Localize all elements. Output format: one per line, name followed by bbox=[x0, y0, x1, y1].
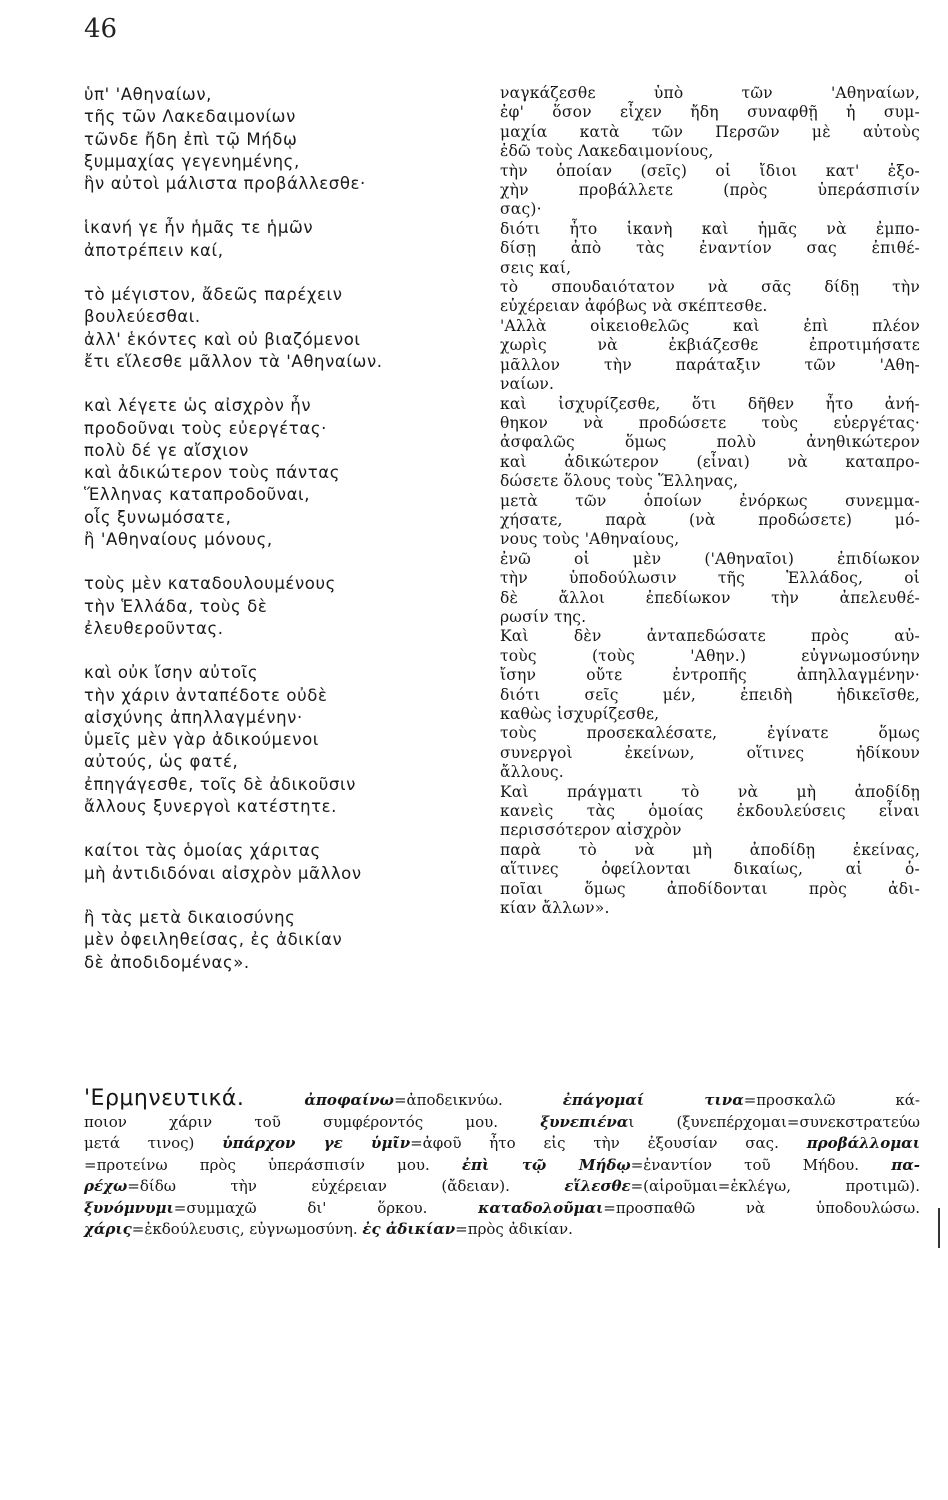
commentary-line bbox=[84, 1155, 920, 1177]
translation-line: Καὶ δὲν ἀνταπεδώσατε πρὸς αὐ- bbox=[500, 627, 920, 646]
translation-line: ρωσίν της. bbox=[500, 607, 587, 626]
ancient-line: ἐπηγάγεσθε, τοῖς δὲ ἀδικοῦσιν bbox=[84, 774, 356, 794]
translation-line: ἐφ' ὅσον εἶχεν ἤδη συναφθῇ ἡ συμ- bbox=[500, 103, 920, 122]
glossary-definition: =πρὸς ἀδικίαν. bbox=[455, 1220, 573, 1238]
commentary-line bbox=[84, 1088, 920, 1112]
ancient-line: ἀλλ' ἑκόντες καὶ οὐ βιαζόμενοι bbox=[84, 329, 361, 349]
translation-line: συνεργοὶ ἐκείνων, οἵτινες ἠδίκουν bbox=[500, 743, 920, 762]
ancient-line: αἰσχύνης ἀπηλλαγμένην· bbox=[84, 707, 303, 727]
glossary-term: προβάλλομαι bbox=[806, 1134, 920, 1152]
translation-line: κανεὶς τὰς ὁμοίας ἐκδουλεύσεις εἶναι bbox=[500, 802, 920, 821]
translation-line: δώσετε ὅλους τοὺς Ἕλληνας, bbox=[500, 472, 739, 491]
ancient-stanza bbox=[84, 840, 496, 885]
ancient-stanza bbox=[84, 573, 496, 640]
ancient-line: ὑμεῖς μὲν γὰρ ἀδικούμενοι bbox=[84, 730, 319, 750]
ancient-line: τὸ μέγιστον, ἄδεῶς παρέχειν bbox=[84, 285, 343, 305]
translation-line: καὶ ἀδικώτερον (εἶναι) νὰ καταπρο- bbox=[500, 452, 920, 471]
translation-line: ἐνῶ οἱ μὲν ('Αθηναῖοι) ἐπιδίωκον bbox=[500, 549, 920, 568]
translation-line: Καὶ πράγματι τὸ νὰ μὴ ἀποδίδῃ bbox=[500, 782, 920, 801]
ancient-line: ξυμμαχίας γεγενημένης, bbox=[84, 151, 300, 171]
translation-line: χωρὶς νὰ ἐκβιάζεσθε ἐπροτιμήσατε bbox=[500, 336, 920, 355]
translation-line: διότι ἦτο ἱκανὴ καὶ ἡμᾶς νὰ ἐμπο- bbox=[500, 219, 920, 238]
ancient-line: Ἕλληνας καταπροδοῦναι, bbox=[84, 485, 311, 505]
glossary-term: ἐπάγομαί τινα bbox=[562, 1091, 744, 1109]
translation-line: σεις καί, bbox=[500, 258, 572, 277]
translation-line: τὴν ὑποδούλωσιν τῆς Ἑλλάδος, οἱ bbox=[500, 569, 920, 588]
translation-line: τοὺς (τοὺς 'Αθην.) εὐγνωμοσύνην bbox=[500, 646, 920, 665]
translation-line: διότι σεῖς μέν, ἐπειδὴ ἠδικεῖσθε, bbox=[500, 685, 920, 704]
translation-line: δίσῃ ἀπὸ τὰς ἐναντίον σας ἐπιθέ- bbox=[500, 239, 920, 258]
glossary-definition: =ἐναντίον τοῦ Μήδου. bbox=[630, 1155, 892, 1174]
glossary-definition: μετά τινος) bbox=[84, 1134, 223, 1152]
ancient-line: τῶνδε ἤδη ἐπὶ τῷ Μήδῳ bbox=[84, 129, 298, 149]
translation-line: 'Αλλὰ οἰκειοθελῶς καὶ ἐπὶ πλέον bbox=[500, 316, 920, 335]
translation-line: τοὺς προσεκαλέσατε, ἐγίνατε ὅμως bbox=[500, 724, 920, 743]
glossary-definition: =(αἱροῦμαι=ἐκλέγω, προτιμῶ). bbox=[630, 1177, 920, 1195]
glossary-term: καταδολοῦμαι bbox=[478, 1198, 604, 1217]
ancient-line: ἔτι εἵλεσθε μᾶλλον τὰ 'Αθηναίων. bbox=[84, 351, 383, 371]
glossary-definition: =προσκαλῶ κά- bbox=[743, 1091, 920, 1109]
ancient-line: ἣν αὐτοὶ μάλιστα προβάλλεσθε· bbox=[84, 174, 366, 194]
translation-line: μαχία κατὰ τῶν Περσῶν μὲ αὐτοὺς bbox=[500, 122, 920, 141]
ancient-line: καὶ ἀδικώτερον τοὺς πάντας bbox=[84, 463, 341, 483]
glossary-definition: =ἀφοῦ ἦτο εἰς τὴν ἐξουσίαν σας. bbox=[410, 1134, 807, 1152]
commentary-line bbox=[84, 1112, 920, 1134]
translation-line: χὴν προβάλλετε (πρὸς ὑπεράσπισίν bbox=[500, 181, 920, 200]
translation-line: παρὰ τὸ νὰ μὴ ἀποδίδῃ ἐκείνας, bbox=[500, 840, 920, 859]
glossary-definition: =προτείνω πρὸς ὑπεράσπισίν μου. bbox=[84, 1155, 462, 1174]
ancient-line: ἐλευθεροῦντας. bbox=[84, 618, 224, 638]
translation-line: χήσατε, παρὰ (νὰ προδώσετε) μό- bbox=[500, 510, 920, 529]
ancient-line: δὲ ἀποδιδομένας». bbox=[84, 952, 250, 972]
page-edge-mark bbox=[938, 1208, 940, 1248]
ancient-line: βουλεύεσθαι. bbox=[84, 307, 201, 327]
glossary-definition: =ἀποδεικνύω. bbox=[393, 1091, 563, 1109]
translation-line: εὐχέρειαν ἀφόβως νὰ σκέπτεσθε. bbox=[500, 297, 768, 316]
ancient-line: ὑπ' 'Αθηναίων, bbox=[84, 85, 212, 104]
ancient-line: καὶ λέγετε ὡς αἰσχρὸν ἦν bbox=[84, 396, 312, 416]
glossary-term: πα- bbox=[891, 1155, 920, 1174]
ancient-stanza bbox=[84, 217, 496, 262]
commentary-title: 'Ερμηνευτικά. bbox=[84, 1086, 245, 1111]
commentary-line bbox=[84, 1176, 920, 1198]
commentary-section bbox=[84, 1088, 920, 1241]
glossary-term: εἵλεσθε bbox=[564, 1177, 631, 1195]
glossary-term: ὑπάρχον γε ὑμῖν bbox=[222, 1134, 411, 1152]
glossary-definition: =προσπαθῶ νὰ ὑποδουλώσω. bbox=[603, 1198, 921, 1217]
translation-line: τὴν ὁποίαν (σεῖς) οἱ ἴδιοι κατ' ἐξο- bbox=[500, 161, 920, 180]
glossary-term: ἐς ἀδικίαν bbox=[362, 1220, 456, 1238]
ancient-stanza bbox=[84, 662, 496, 818]
ancient-line: μὴ ἀντιδιδόναι αἰσχρὸν μᾶλλον bbox=[84, 863, 362, 883]
translation-line: σας)· bbox=[500, 200, 542, 219]
glossary-definition: ποιον χάριν τοῦ συμφέροντός μου. bbox=[84, 1112, 541, 1131]
ancient-line: πολὺ δέ γε αἴσχιον bbox=[84, 440, 249, 460]
ancient-stanza bbox=[84, 84, 496, 195]
translation-line: τὸ σπουδαιότατον νὰ σᾶς δίδῃ τὴν bbox=[500, 278, 920, 297]
translation-line: αἵτινες ὀφείλονται δικαίως, αἱ ὁ- bbox=[500, 860, 920, 879]
translation-line: ἐδῶ τοὺς Λακεδαιμονίους, bbox=[500, 142, 714, 161]
ancient-line: ἱκανή γε ἦν ἡμᾶς τε ἡμῶν bbox=[84, 218, 314, 238]
translation-line: ἀσφαλῶς ὅμως πολὺ ἀνηθικώτερον bbox=[500, 433, 920, 452]
translation-line: ναγκάζεσθε ὑπὸ τῶν 'Αθηναίων, bbox=[500, 84, 920, 102]
translation-line: δὲ ἄλλοι ἐπεδίωκον τὴν ἀπελευθέ- bbox=[500, 588, 920, 607]
ancient-line: τὴν Ἑλλάδα, τοὺς δὲ bbox=[84, 596, 268, 616]
commentary-line bbox=[84, 1133, 920, 1155]
translation-line: μᾶλλον τὴν παράταξιν τῶν 'Αθη- bbox=[500, 355, 920, 374]
translation-line: καὶ ἰσχυρίζεσθε, ὅτι δῆθεν ἦτο ἀνή- bbox=[500, 394, 920, 413]
translation-column bbox=[500, 84, 920, 918]
translation-line: ναίων. bbox=[500, 375, 555, 394]
translation-line: θηκον νὰ προδώσετε τοὺς εὐεργέτας· bbox=[500, 413, 920, 432]
ancient-line: ἢ 'Αθηναίους μόνους, bbox=[84, 530, 273, 550]
ancient-line: καίτοι τὰς ὁμοίας χάριτας bbox=[84, 841, 321, 861]
page-number: 46 bbox=[84, 14, 118, 44]
ancient-line: τὴν χάριν ἀνταπέδοτε οὐδὲ bbox=[84, 685, 328, 705]
glossary-definition: =ἐκδούλευσις, εὐγνωμοσύνη. bbox=[131, 1220, 363, 1238]
translation-line: κίαν ἄλλων». bbox=[500, 899, 610, 918]
ancient-line: ἢ τὰς μετὰ δικαιοσύνης bbox=[84, 907, 296, 927]
ancient-line: προδοῦναι τοὺς εὐεργέτας· bbox=[84, 418, 327, 438]
translation-line: περισσότερον αἰσχρὸν bbox=[500, 821, 682, 840]
glossary-term: ξυνεπιένα bbox=[540, 1112, 629, 1131]
glossary-term: ξυνόμνυμι bbox=[84, 1198, 174, 1217]
glossary-term: ἀποφαίνω bbox=[304, 1091, 394, 1109]
ancient-line: μὲν ὀφειληθείσας, ἐς ἀδικίαν bbox=[84, 930, 343, 950]
ancient-line: τῆς τῶν Λακεδαιμονίων bbox=[84, 107, 296, 127]
glossary-term: χάρις bbox=[84, 1220, 132, 1238]
ancient-stanza bbox=[84, 284, 496, 373]
glossary-definition: ι (ξυνεπέρχομαι=συνεκστρατεύω bbox=[628, 1112, 920, 1131]
commentary-line bbox=[84, 1198, 920, 1220]
ancient-line: αὐτούς, ὡς φατέ, bbox=[84, 752, 239, 772]
ancient-stanza bbox=[84, 907, 496, 974]
glossary-term: ρέχω bbox=[84, 1177, 128, 1195]
glossary-term: ἐπὶ τῷ Μήδῳ bbox=[461, 1155, 631, 1174]
ancient-stanza bbox=[84, 395, 496, 551]
ancient-line: οἷς ξυνωμόσατε, bbox=[84, 507, 232, 527]
ancient-line: ἄλλους ξυνεργοὶ κατέστητε. bbox=[84, 797, 338, 817]
commentary-line bbox=[84, 1219, 920, 1241]
translation-line: καθὼς ἰσχυρίζεσθε, bbox=[500, 705, 660, 723]
translation-line: νους τοὺς 'Αθηναίους, bbox=[500, 530, 680, 549]
translation-line: ἴσην οὔτε ἐντροπῆς ἀπηλλαγμένην· bbox=[500, 666, 920, 685]
ancient-line: τοὺς μὲν καταδουλουμένους bbox=[84, 574, 336, 594]
glossary-definition: =δίδω τὴν εὐχέρειαν (ἄδειαν). bbox=[127, 1177, 565, 1195]
glossary-definition: =συμμαχῶ δι' ὅρκου. bbox=[173, 1198, 479, 1217]
ancient-text-column bbox=[84, 84, 496, 974]
translation-line: μετὰ τῶν ὁποίων ἐνόρκως συνεμμα- bbox=[500, 491, 920, 510]
ancient-line: καὶ οὐκ ἴσην αὐτοῖς bbox=[84, 663, 259, 683]
translation-line: ποῖαι ὅμως ἀποδίδονται πρὸς ἀδι- bbox=[500, 879, 920, 898]
ancient-line: ἀποτρέπειν καί, bbox=[84, 240, 224, 260]
translation-line: ἄλλους. bbox=[500, 763, 564, 782]
